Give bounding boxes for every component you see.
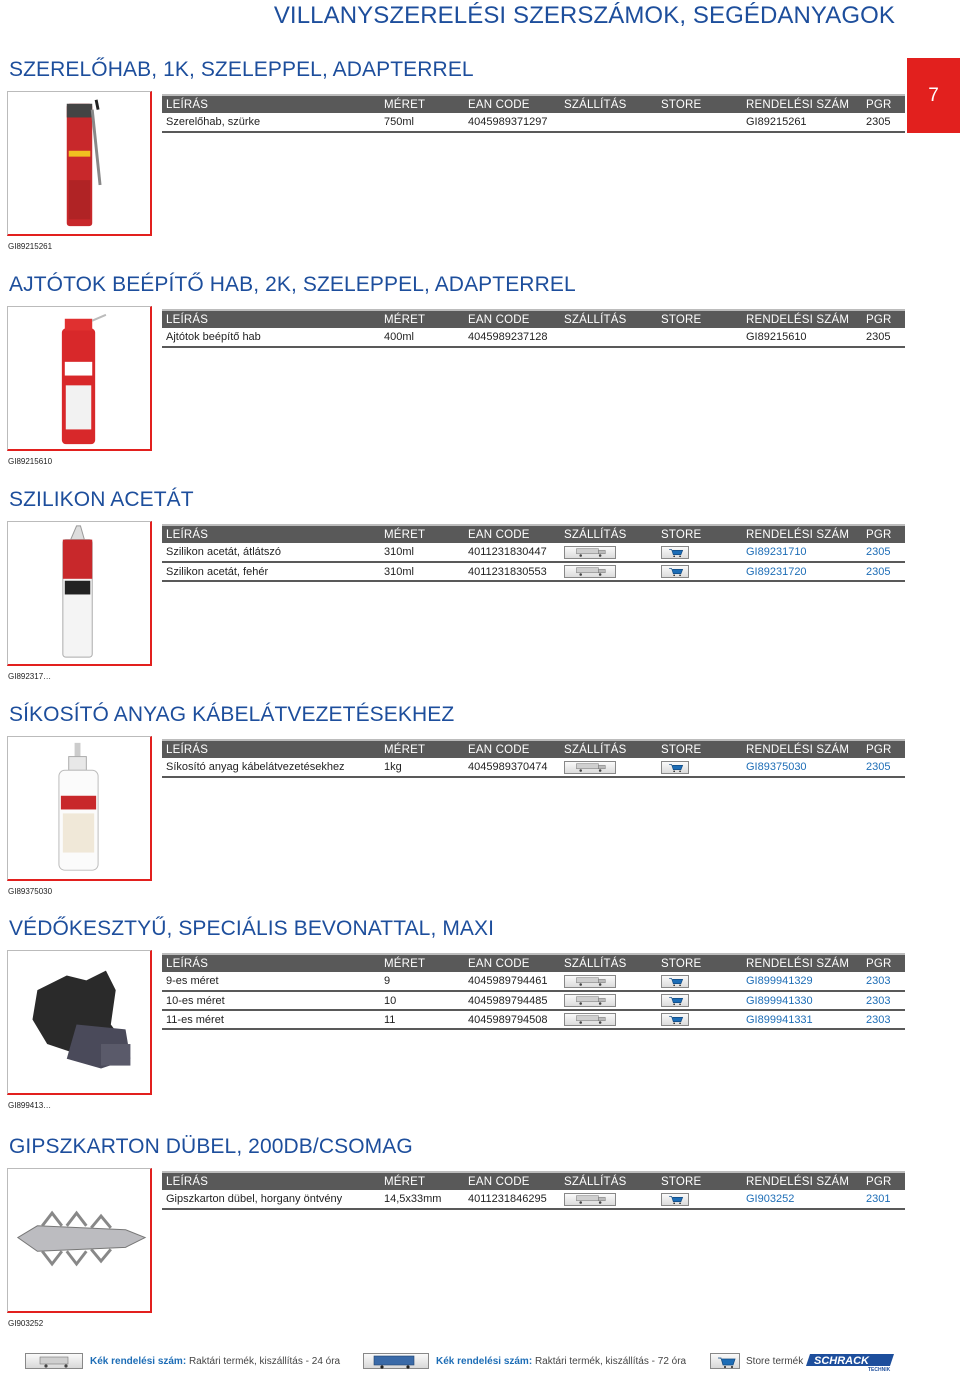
product-section-lubricant xyxy=(0,703,905,908)
cell-size: 310ml xyxy=(380,562,464,581)
cell-ean: 4045989370474 xyxy=(464,758,560,777)
cell-shipping xyxy=(560,972,657,991)
truck-icon xyxy=(564,994,616,1007)
cell-shipping xyxy=(560,758,657,777)
col-header-order-number: RENDELÉSI SZÁM xyxy=(742,740,862,758)
product-image-code: GI892317… xyxy=(8,672,52,681)
col-header-description: LEÍRÁS xyxy=(162,310,380,328)
truck-small-icon xyxy=(25,1353,83,1369)
col-header-order-number: RENDELÉSI SZÁM xyxy=(742,954,862,972)
cell-order-number[interactable]: GI89231720 xyxy=(742,562,862,581)
legend-label-72h: Kék rendelési szám: xyxy=(436,1356,533,1367)
table-row xyxy=(162,562,905,581)
product-table xyxy=(162,524,905,582)
legend-text-72h: Raktári termék, kiszállítás - 72 óra xyxy=(532,1356,687,1367)
col-header-size: MÉRET xyxy=(380,1172,464,1190)
cell-store xyxy=(657,328,742,347)
shopping-cart-icon xyxy=(661,1013,689,1026)
legend-text-store: Store termék xyxy=(746,1356,804,1367)
col-header-store: STORE xyxy=(657,1172,742,1190)
table-row xyxy=(162,113,905,132)
section-title: SZERELŐHAB, 1K, SZELEPPEL, ADAPTERREL xyxy=(9,58,474,81)
col-header-store: STORE xyxy=(657,525,742,543)
col-header-order-number: RENDELÉSI SZÁM xyxy=(742,95,862,113)
col-header-size: MÉRET xyxy=(380,310,464,328)
col-header-ean: EAN CODE xyxy=(464,954,560,972)
product-section-gloves xyxy=(0,917,905,1122)
cell-store xyxy=(657,758,742,777)
cell-ean: 4011231830447 xyxy=(464,543,560,562)
col-header-pgr: PGR xyxy=(862,1172,905,1190)
col-header-order-number: RENDELÉSI SZÁM xyxy=(742,1172,862,1190)
cell-description: Szerelőhab, szürke xyxy=(162,113,380,132)
col-header-size: MÉRET xyxy=(380,740,464,758)
product-image-door-foam-can xyxy=(7,306,152,451)
table-row xyxy=(162,758,905,777)
product-image-code: GI899413… xyxy=(8,1101,52,1110)
col-header-ean: EAN CODE xyxy=(464,1172,560,1190)
table-row xyxy=(162,328,905,347)
cell-size: 400ml xyxy=(380,328,464,347)
table-row xyxy=(162,543,905,562)
shopping-cart-icon xyxy=(661,975,689,988)
product-section-drywall-anchor xyxy=(0,1135,905,1340)
truck-icon xyxy=(564,546,616,559)
product-image-code: GI903252 xyxy=(8,1319,44,1328)
cell-shipping xyxy=(560,543,657,562)
cell-shipping xyxy=(560,328,657,347)
col-header-store: STORE xyxy=(657,740,742,758)
col-header-size: MÉRET xyxy=(380,525,464,543)
col-header-description: LEÍRÁS xyxy=(162,954,380,972)
product-image-gloves xyxy=(7,950,152,1095)
product-image-code: GI89375030 xyxy=(8,887,53,896)
product-table xyxy=(162,1171,905,1210)
cell-description: Szilikon acetát, fehér xyxy=(162,562,380,581)
col-header-ean: EAN CODE xyxy=(464,310,560,328)
col-header-ean: EAN CODE xyxy=(464,95,560,113)
cell-store xyxy=(657,562,742,581)
cell-pgr: 2303 xyxy=(862,991,905,1010)
cell-ean: 4045989794485 xyxy=(464,991,560,1010)
product-section-foam-2k xyxy=(0,273,905,478)
col-header-order-number: RENDELÉSI SZÁM xyxy=(742,310,862,328)
shopping-cart-icon xyxy=(661,761,689,774)
col-header-shipping: SZÁLLÍTÁS xyxy=(560,1172,657,1190)
product-table xyxy=(162,953,905,1030)
cell-order-number[interactable]: GI899941329 xyxy=(742,972,862,991)
truck-icon xyxy=(564,565,616,578)
cell-ean: 4011231846295 xyxy=(464,1190,560,1209)
cell-description: 11-es méret xyxy=(162,1010,380,1029)
cell-order-number[interactable]: GI899941330 xyxy=(742,991,862,1010)
cell-store xyxy=(657,543,742,562)
col-header-shipping: SZÁLLÍTÁS xyxy=(560,954,657,972)
col-header-description: LEÍRÁS xyxy=(162,740,380,758)
product-image-foam-can xyxy=(7,91,152,236)
truck-large-icon xyxy=(363,1353,429,1369)
legend-label-24h: Kék rendelési szám: xyxy=(90,1356,187,1367)
cell-order-number[interactable]: GI89375030 xyxy=(742,758,862,777)
cell-description: Gipszkarton dübel, horgany öntvény xyxy=(162,1190,380,1209)
col-header-pgr: PGR xyxy=(862,525,905,543)
col-header-shipping: SZÁLLÍTÁS xyxy=(560,525,657,543)
cell-ean: 4045989794461 xyxy=(464,972,560,991)
table-row xyxy=(162,1010,905,1029)
shopping-cart-icon xyxy=(661,994,689,1007)
table-row xyxy=(162,972,905,991)
cell-shipping xyxy=(560,1010,657,1029)
svg-text:SCHRACK: SCHRACK xyxy=(814,1355,869,1367)
legend-text-24h: Raktári termék, kiszállítás - 24 óra xyxy=(186,1356,341,1367)
cell-description: Szilikon acetát, átlátszó xyxy=(162,543,380,562)
cell-pgr: 2305 xyxy=(862,758,905,777)
col-header-order-number: RENDELÉSI SZÁM xyxy=(742,525,862,543)
shopping-cart-icon xyxy=(661,546,689,559)
section-title: SZILIKON ACETÁT xyxy=(9,488,194,511)
section-title: SÍKOSÍTÓ ANYAG KÁBELÁTVEZETÉSEKHEZ xyxy=(9,703,455,726)
col-header-ean: EAN CODE xyxy=(464,525,560,543)
truck-icon xyxy=(564,1013,616,1026)
cell-description: Síkosító anyag kábelátvezetésekhez xyxy=(162,758,380,777)
cell-pgr: 2303 xyxy=(862,1010,905,1029)
section-title: VÉDŐKESZTYŰ, SPECIÁLIS BEVONATTAL, MAXI xyxy=(9,917,495,940)
product-image-code: GI89215261 xyxy=(8,242,53,251)
cell-ean: 4045989371297 xyxy=(464,113,560,132)
cell-ean: 4045989794508 xyxy=(464,1010,560,1029)
col-header-pgr: PGR xyxy=(862,740,905,758)
section-title: GIPSZKARTON DÜBEL, 200DB/CSOMAG xyxy=(9,1135,413,1158)
cell-shipping xyxy=(560,991,657,1010)
table-row xyxy=(162,1190,905,1209)
shopping-cart-icon xyxy=(661,565,689,578)
cell-pgr: 2301 xyxy=(862,1190,905,1209)
cell-pgr: 2305 xyxy=(862,113,905,132)
schrack-logo xyxy=(806,1350,896,1372)
col-header-size: MÉRET xyxy=(380,954,464,972)
cell-order-number[interactable]: GI89231710 xyxy=(742,543,862,562)
cell-size: 10 xyxy=(380,991,464,1010)
col-header-store: STORE xyxy=(657,310,742,328)
cell-ean: 4011231830553 xyxy=(464,562,560,581)
cell-ean: 4045989237128 xyxy=(464,328,560,347)
cell-shipping xyxy=(560,562,657,581)
shopping-cart-small-icon xyxy=(710,1353,740,1369)
truck-icon xyxy=(564,975,616,988)
col-header-store: STORE xyxy=(657,95,742,113)
cell-pgr: 2303 xyxy=(862,972,905,991)
col-header-description: LEÍRÁS xyxy=(162,525,380,543)
cell-description: Ajtótok beépítő hab xyxy=(162,328,380,347)
cell-size: 310ml xyxy=(380,543,464,562)
cell-size: 1kg xyxy=(380,758,464,777)
page-header: VILLANYSZERELÉSI SZERSZÁMOK, SEGÉDANYAGOK xyxy=(273,2,895,29)
chapter-tab: 7 xyxy=(907,58,960,133)
truck-icon xyxy=(564,1193,616,1206)
product-table xyxy=(162,309,905,348)
cell-pgr: 2305 xyxy=(862,562,905,581)
cell-store xyxy=(657,1010,742,1029)
product-image-code: GI89215610 xyxy=(8,457,53,466)
cell-size: 11 xyxy=(380,1010,464,1029)
cell-size: 14,5x33mm xyxy=(380,1190,464,1209)
cell-shipping xyxy=(560,1190,657,1209)
col-header-store: STORE xyxy=(657,954,742,972)
cell-shipping xyxy=(560,113,657,132)
shopping-cart-icon xyxy=(661,1193,689,1206)
cell-size: 750ml xyxy=(380,113,464,132)
cell-order-number[interactable]: GI899941331 xyxy=(742,1010,862,1029)
col-header-shipping: SZÁLLÍTÁS xyxy=(560,95,657,113)
col-header-pgr: PGR xyxy=(862,95,905,113)
product-image-silicone-cartridge xyxy=(7,521,152,666)
cell-description: 10-es méret xyxy=(162,991,380,1010)
product-image-lubricant-bottle xyxy=(7,736,152,881)
cell-order-number[interactable]: GI903252 xyxy=(742,1190,862,1209)
cell-size: 9 xyxy=(380,972,464,991)
col-header-size: MÉRET xyxy=(380,95,464,113)
col-header-pgr: PGR xyxy=(862,310,905,328)
cell-order-number[interactable]: GI89215261 xyxy=(742,113,862,132)
cell-order-number[interactable]: GI89215610 xyxy=(742,328,862,347)
col-header-shipping: SZÁLLÍTÁS xyxy=(560,310,657,328)
section-title: AJTÓTOK BEÉPÍTŐ HAB, 2K, SZELEPPEL, ADAPTERREL xyxy=(9,273,576,296)
cell-description: 9-es méret xyxy=(162,972,380,991)
cell-store xyxy=(657,1190,742,1209)
col-header-description: LEÍRÁS xyxy=(162,95,380,113)
truck-icon xyxy=(564,761,616,774)
col-header-pgr: PGR xyxy=(862,954,905,972)
product-image-drywall-anchor xyxy=(7,1168,152,1313)
product-table xyxy=(162,94,905,133)
col-header-ean: EAN CODE xyxy=(464,740,560,758)
product-section-silicone xyxy=(0,488,905,693)
product-section-foam-1k xyxy=(0,58,905,263)
col-header-shipping: SZÁLLÍTÁS xyxy=(560,740,657,758)
cell-pgr: 2305 xyxy=(862,543,905,562)
product-table xyxy=(162,739,905,778)
cell-store xyxy=(657,972,742,991)
cell-store xyxy=(657,113,742,132)
cell-store xyxy=(657,991,742,1010)
col-header-description: LEÍRÁS xyxy=(162,1172,380,1190)
table-row xyxy=(162,991,905,1010)
cell-pgr: 2305 xyxy=(862,328,905,347)
svg-text:TECHNIK: TECHNIK xyxy=(868,1367,891,1372)
